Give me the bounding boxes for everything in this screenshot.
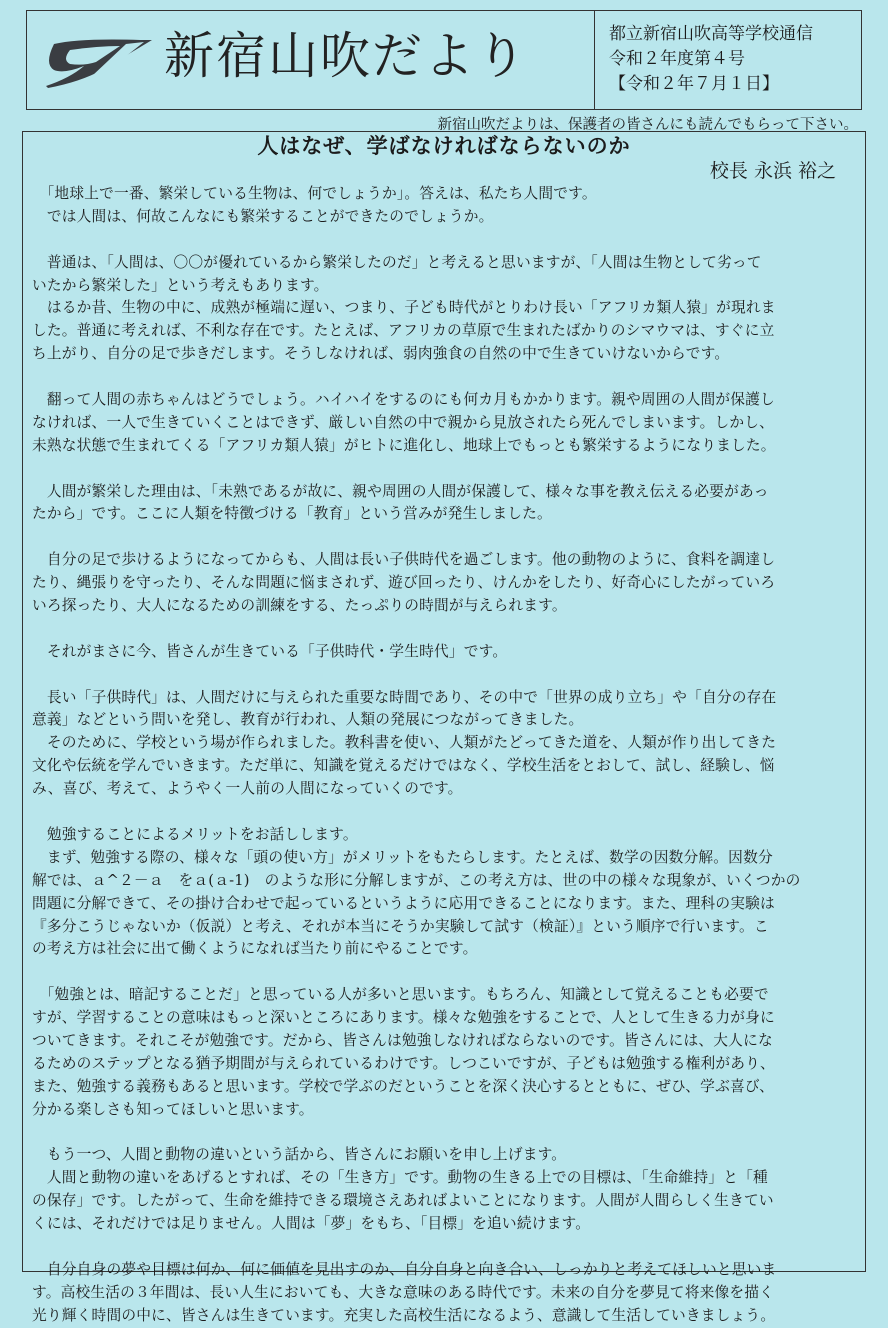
article-line: まず、勉強する際の、様々な「頭の使い方」がメリットをもたらします。たとえば、数学の因数分解。因数分 (32, 848, 773, 866)
article-line: いろ探ったり、大人になるための訓練をする、たっぷりの時間が与えられます。 (32, 597, 567, 615)
paragraph-gap (32, 526, 856, 549)
school-logo-icon (40, 36, 154, 94)
article-line: それがまさに今、皆さんが生きている「子供時代・学生時代」です。 (32, 642, 508, 660)
article-line: 長い「子供時代」は、人間だけに与えられた重要な時間であり、その中で「世界の成り立ち」や「自分の存在 (32, 688, 777, 706)
article-line: の保存」です。したがって、生命を維持できる環境さえあればよいことになります。人間が人間らしく生きてい (32, 1192, 774, 1210)
article-line: はるか昔、生物の中に、成熟が極端に遅い、つまり、子ども時代がとりわけ長い「アフリカ類人猿」が現れま (32, 299, 776, 317)
article-line: 自分自身の夢や目標は何か、何に価値を見出すのか、自分自身と向き合い、しっかりと考えてほしいと思いま (32, 1260, 777, 1278)
article-line: 勉強することによるメリットをお話しします。 (32, 825, 358, 843)
article-line: ついてきます。それこそが勉強です。だから、皆さんは勉強しなければならないのです。皆さんには、大人にな (32, 1031, 773, 1049)
article-line: み、喜び、考えて、ようやく一人前の人間になっていくのです。 (32, 780, 463, 798)
article-title: 人はなぜ、学ばなければならないのか (257, 133, 631, 158)
article-line: の考え方は社会に出て働くようになれば当たり前にやることです。 (32, 940, 478, 958)
article-line: また、勉強する義務もあると思います。学校で学ぶのだということを深く決心するとともに、ぜひ、学ぶ喜び、 (32, 1077, 775, 1095)
article-line: では人間は、何故こんなにも繁栄することができたのでしょうか。 (32, 207, 494, 225)
article-line: 人間と動物の違いをあげるとすれば、その「生き方」です。動物の生きる上での目標は、「生命維持」と「種 (32, 1169, 768, 1187)
issue-number: 令和２年度第４号 (609, 49, 745, 69)
article-line: した。普通に考えれば、不利な存在です。たとえば、アフリカの草原で生まれたばかりのシマウマは、すぐに立 (32, 322, 775, 340)
article-line: 文化や伝統を学んでいきます。ただ単に、知識を覚えるだけではなく、学校生活をとおして、試し、経験し、悩 (32, 757, 775, 775)
paragraph-gap (32, 229, 856, 252)
article-line: ち上がり、自分の足で歩きだします。そうしなければ、弱肉強食の自然の中で生きていけないからです。 (32, 345, 730, 363)
article-line: そのために、学校という場が作られました。教科書を使い、人類がたどってきた道を、人類が作り出してきた (32, 734, 777, 752)
paragraph-gap (32, 801, 856, 824)
article-body (32, 183, 856, 1328)
paragraph-gap (32, 664, 856, 687)
article-line: 問題に分解できて、その掛け合わせで起っているというように応用できることになります。また、理科の実験は (32, 894, 775, 912)
issue-date: 【令和２年７月１日】 (609, 74, 779, 94)
article-line: 自分の足で歩けるようになってからも、人間は長い子供時代を過ごします。他の動物のように、食料を調達し (32, 551, 776, 569)
article-line: たり、縄張りを守ったり、そんな問題に悩まされず、遊び回ったり、けんかをしたり、好奇心にしたがっていろ (32, 574, 776, 592)
article-line: 意義」などという問いを発し、教育が行われ、人類の発展につながってきました。 (32, 711, 584, 729)
article-line: 未熟な状態で生まれてくる「アフリカ類人猿」がヒトに進化し、地球上でもっとも繁栄するようになりました。 (32, 436, 776, 454)
paragraph-gap (32, 366, 856, 389)
article-line: 翻って人間の赤ちゃんはどうでしょう。ハイハイをするのにも何カ月もかかります。親や周囲の人間が保護し (32, 391, 775, 409)
article-line: もう一つ、人間と動物の違いという話から、皆さんにお願いを申し上げます。 (32, 1146, 567, 1164)
article-line: いたから繁栄した」という考えもあります。 (32, 276, 329, 294)
article-line: す。高校生活の３年間は、長い人生においても、大きな意味のある時代です。未来の自分を夢見て将来像を描く (32, 1283, 775, 1301)
paragraph-gap (32, 1236, 856, 1259)
article-line: るためのステップとなる猶予期間が与えられているわけです。しつこいですが、子どもは勉強する権利があり、 (32, 1054, 775, 1072)
article-line: 普通は、「人間は、〇〇が優れているから繁栄したのだ」と考えると思いますが、「人間は生物として劣って (32, 253, 762, 271)
article-line: くには、それだけでは足りません。人間は「夢」をもち、「目標」を追い続けます。 (32, 1215, 591, 1233)
article-line: 『多分こうじゃないか（仮説）と考え、それが本当にそうか実験して試す（検証）』という順序で行います。こ (32, 917, 769, 935)
article-line: 解では、ａ^２－ａ をａ(ａ-1) のような形に分解しますが、この考え方は、世の中の様々な現象が、いくつかの (32, 871, 801, 889)
paragraph-gap (32, 458, 856, 481)
paragraph-gap (32, 961, 856, 984)
article-line: 分かる楽しさも知ってほしいと思います。 (32, 1100, 314, 1118)
article-line: 「勉強とは、暗記することだ」と思っている人が多いと思います。もちろん、知識として覚えることも必要で (32, 986, 769, 1004)
school-name: 都立新宿山吹高等学校通信 (609, 24, 813, 44)
article-line: たから」です。ここに人類を特徴づける「教育」という営みが発生しました。 (32, 505, 552, 523)
article-line: 人間が繁栄した理由は、「未熟であるが故に、親や周囲の人間が保護して、様々な事を教え伝える必要があっ (32, 482, 769, 500)
masthead-title: 新宿山吹だより (164, 27, 528, 85)
paragraph-gap (32, 1122, 856, 1145)
article-line: すが、学習することの意味はもっと深いところにあります。様々な勉強をすることで、人として生きる力が身に (32, 1009, 775, 1027)
article-line: 「地球上で一番、繁栄している生物は、何でしょうか」。答えは、私たち人間です。 (32, 185, 597, 202)
article-author: 校長 永浜 裕之 (709, 160, 836, 182)
article-line: なければ、一人で生きていくことはできず、厳しい自然の中で親から見放されたら死んでしまいます。しかし、 (32, 413, 775, 431)
paragraph-gap (32, 618, 856, 641)
guardian-note: 新宿山吹だよりは、保護者の皆さんにも読んでもらって下さい。 (437, 117, 858, 133)
issue-info (594, 10, 862, 110)
article-line: 光り輝く時間の中に、皆さんは生きています。充実した高校生活になるよう、意識して生活していきましょう。 (32, 1306, 776, 1324)
